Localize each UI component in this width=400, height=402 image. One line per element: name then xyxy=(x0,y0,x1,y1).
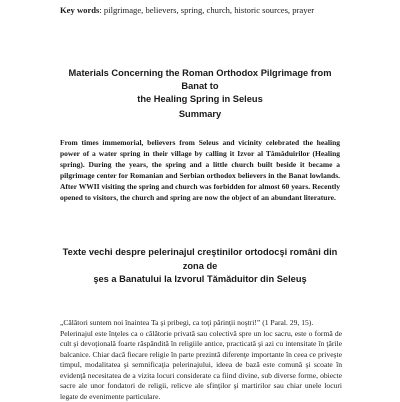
english-title-line-2: the Healing Spring in Seleus xyxy=(60,93,340,106)
summary-body: From times immemorial, believers from Seleus and vicinity celebrated the healing power of a water spring in their village by calling it Izvor al Tămăduirilor (Healing spring). During the years, the spring and a little church built beside it became a pilgrimage center for Romanian and Serbian orthodox believers in the Banat lowlands. After WWII visiting the spring and church was forbidden for almost 60 years. Recently opened to visitors, the church and spring are now the object of an abundant literature. xyxy=(60,138,340,203)
romanian-title xyxy=(56,246,344,287)
keywords-label: Key words xyxy=(60,5,99,15)
english-title xyxy=(60,67,340,106)
keywords-text: : pilgrimage, believers, spring, church, historic sources, prayer xyxy=(99,5,314,15)
keywords-line xyxy=(60,5,360,16)
romanian-title-line-1: Texte vechi despre pelerinajul creştinilor ortodocşi români din zona de xyxy=(56,246,344,273)
body-paragraph: Pelerinajul este înţeles ca o călătorie privată sau colectivă spre un loc sacru, este o formă de cult şi devoţională foarte răspândită în religiile antice, practicată şi azi cu intensitate în ţările balcanice. Chiar dacă fiecare religie în parte prezintă diferenţe importante în ceea ce priveşte timpul, modalitatea şi semnificaţia pelerinajului, ideea de bază este comună şi scoate în evidenţă necesitatea de a vizita locuri considerate ca fiind divine, sub diverse forme, obiecte sacre ale unor fondatori de religii, relicve ale sfinţilor şi martirilor sau chiar unele locuri legate de evenimente particulare. xyxy=(60,329,342,402)
romanian-title-line-2: şes a Banatului la Izvorul Tămăduitor din Seleuş xyxy=(56,273,344,287)
body-text xyxy=(60,318,342,402)
body-quote: „Călători suntem noi înaintea Ta şi pribegi, ca toţi părinţii noştri!” (1 Paral. 29, 15). xyxy=(60,318,342,329)
english-title-line-1: Materials Concerning the Roman Orthodox Pilgrimage from Banat to xyxy=(60,67,340,93)
summary-heading: Summary xyxy=(60,108,340,120)
